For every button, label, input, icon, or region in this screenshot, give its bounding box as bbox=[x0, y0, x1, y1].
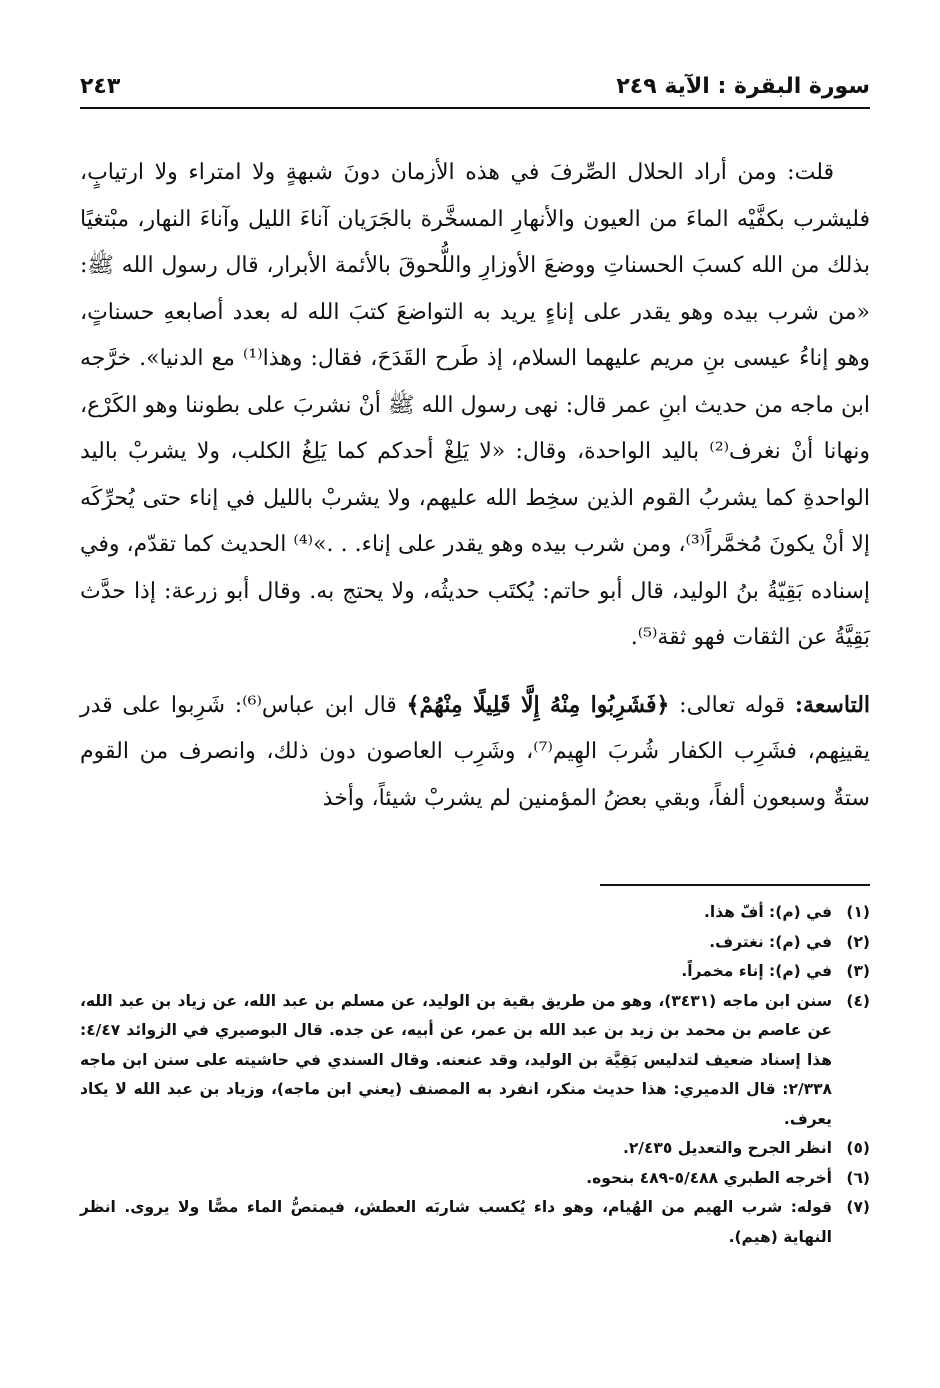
footnote-number: (٦) bbox=[846, 1168, 870, 1187]
footnote-number: (٥) bbox=[846, 1139, 870, 1157]
footnote-number: (٤) bbox=[846, 991, 870, 1010]
footnote-number: (٣) bbox=[846, 962, 870, 980]
footnote bbox=[80, 1164, 870, 1194]
book-page bbox=[80, 0, 870, 1388]
footnote-text: أخرجه الطبري ٥/٤٨٨-٤٨٩ بنحوه. bbox=[586, 1168, 832, 1187]
page-number: ٢٤٣ bbox=[80, 74, 121, 99]
footnote-divider bbox=[600, 884, 870, 886]
footnotes-list bbox=[80, 898, 870, 1252]
footnote-number: (٧) bbox=[846, 1198, 870, 1216]
running-title: سورة البقرة : الآية ٢٤٩ bbox=[616, 74, 870, 99]
footnote-text: في (م): أفّ هذا. bbox=[704, 903, 832, 921]
paragraph-1 bbox=[80, 150, 870, 662]
footnote bbox=[80, 1193, 870, 1252]
footnote-text: في (م): إناء مخمراً. bbox=[681, 962, 832, 980]
paragraph-2 bbox=[80, 682, 870, 823]
footnote-text: سنن ابن ماجه (٣٤٣١)، وهو من طريق بقية بن الوليد، عن مسلم بن عبد الله، عن زياد بن عبد الله، عن عاصم بن محمد بن زيد بن عبد الله بن عمر، عن أبيه، عن جده. قال البوصيري في الزوائد ٤/٤٧: هذا إسناد ضعيف لتدليس بَقِيَّة بن الوليد، وقد عنعنه. وقال السندي في حاشيته على سنن ابن ماجه ٢/٣٣٨: قال الدميري: هذا حديث منكر، انفرد به المصنف (يعني ابن ماجه)، وزياد بن عبد الله لا يكاد يعرف. bbox=[80, 991, 832, 1128]
footnote bbox=[80, 928, 870, 958]
header-divider bbox=[80, 107, 870, 109]
footnote bbox=[80, 898, 870, 928]
main-text bbox=[80, 150, 870, 822]
section-label: التاسعة: bbox=[794, 691, 871, 718]
footnote bbox=[80, 1134, 870, 1164]
footnote-text: قوله: شرب الهيم من الهُيام، وهو داء يُكسب شاربَه العطش، فيمتصُّ الماء مصًّا ولا يروى. انظر النهاية (هيم). bbox=[80, 1198, 832, 1246]
quran-verse: ﴿فَشَرِبُوا مِنْهُ إِلَّا قَلِيلًا مِنْهُمْ﴾ bbox=[406, 691, 670, 718]
footnote-number: (٢) bbox=[846, 932, 870, 951]
paragraph-2-intro: قوله تعالى: bbox=[679, 692, 786, 718]
footnote-text: انظر الجرح والتعديل ٢/٤٣٥. bbox=[622, 1139, 832, 1157]
paragraph-2-text: قال ابن عباس⁽⁶⁾: شَرِبوا على قدر يقينِهم، فشَرِب الكفار شُربَ الهِيم⁽⁷⁾، وشَرِب العاصون دون ذلك، وانصرف من القوم ستةٌ وسبعون ألفاً، وبقي بعضُ المؤمنين لم يشربْ شيئاً، وأخذ bbox=[80, 692, 870, 811]
footnote bbox=[80, 987, 870, 1135]
page-header bbox=[80, 74, 870, 104]
footnote bbox=[80, 957, 870, 987]
footnote-text: في (م): نغترف. bbox=[709, 932, 832, 951]
paragraph-1-text: قلت: ومن أراد الحلال الصِّرفَ في هذه الأزمان دونَ شبهةٍ ولا امتراء ولا ارتيابٍ، فليشرب بكفَّيْه الماءَ من العيون والأنهارِ المسخَّرة بالجَرَيان آناءَ الليل وآناءَ النهار، مبْتغيًا بذلك من الله كسبَ الحسناتِ ووضعَ الأوزارِ واللُّحوقَ بالأئمة الأبرار، قال رسول الله ﷺ: «من شرب بيده وهو يقدر على إناءٍ يريد به التواضعَ كتبَ الله له بعدد أصابعهِ حسناتٍ، وهو إناءُ عيسى بنِ مريم عليهما السلام، إذ طَرح القَدَحَ، فقال: وهذا⁽¹⁾ مع الدنيا». خرَّجه ابن ماجه من حديث ابنِ عمر قال: نهى رسول الله ﷺ أنْ نشربَ على بطوننا وهو الكَرْع، ونهانا أنْ نغرف⁽²⁾ باليد الواحدة، وقال: «لا يَلِغْ أحدكم كما يَلِغُ الكلب، ولا يشربْ باليد الواحدةِ كما يشربُ القوم الذين سخِط الله عليهم، ولا يشربْ بالليل في إناء حتى يُحرِّكَه إلا أنْ يكونَ مُخمَّراً⁽³⁾، ومن شرب بيده وهو يقدر على إناء. . .»⁽⁴⁾ الحديث كما تقدّم، وفي إسناده بَقِيّةُ بنُ الوليد، قال أبو حاتم: يُكتَب حديثُه، ولا يحتج به. وقال أبو زرعة: إذا حدَّث بَقِيَّةُ عن الثقات فهو ثقة⁽⁵⁾. bbox=[80, 160, 871, 650]
footnote-number: (١) bbox=[846, 903, 870, 921]
